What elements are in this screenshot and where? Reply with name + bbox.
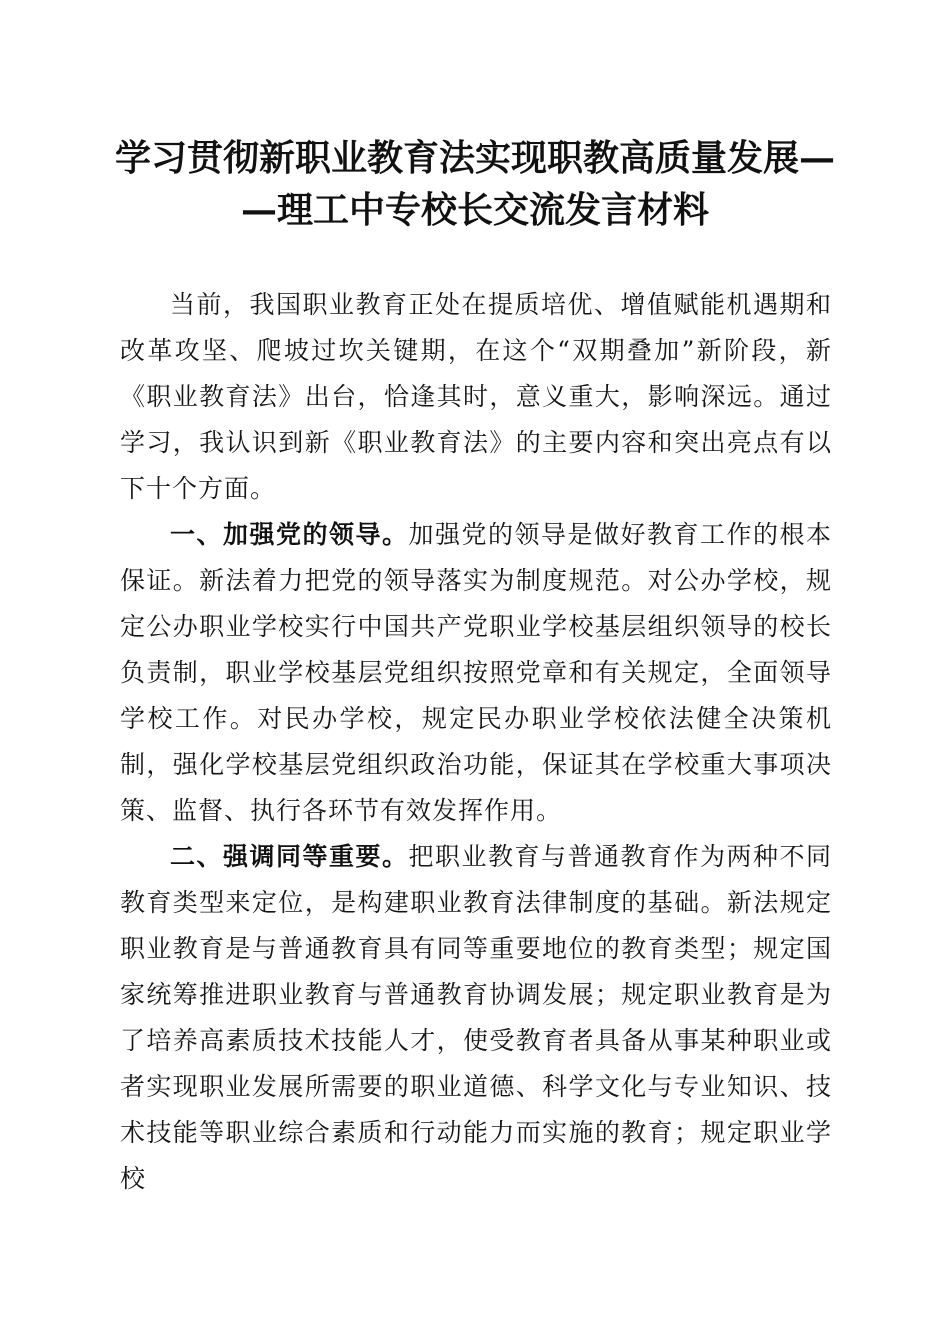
paragraph-equal-importance [120, 834, 832, 1202]
paragraph-text: 加强党的领导是做好教育工作的根本保证。新法着力把党的领导落实为制度规范。对公办学校，规定公办职业学校实行中国共产党职业学校基层组织领导的校长负责制，职业学校基层党组织按照党章和有关规定，全面领导学校工作。对民办学校，规定民办职业学校依法健全决策机制，强化学校基层党组织政治功能，保证其在学校重大事项决策、监督、执行各环节有效发挥作用。 [120, 520, 832, 825]
document-title [112, 132, 838, 236]
paragraph-text: 把职业教育与普通教育作为两种不同教育类型来定位，是构建职业教育法律制度的基础。新法规定职业教育是与普通教育具有同等重要地位的教育类型；规定国家统筹推进职业教育与普通教育协调发展；规定职业教育是为了培养高素质技术技能人才，使受教育者具备从事某种职业或者实现职业发展所需要的职业道德、科学文化与专业知识、技术技能等职业综合素质和行动能力而实施的教育；规定职业学校 [120, 842, 832, 1193]
paragraph-party-leadership [120, 512, 832, 834]
title-line-2: —理工中专校长交流发言材料 [240, 189, 709, 231]
section-heading: 二、强调同等重要。 [170, 842, 409, 871]
paragraph-text: 当前，我国职业教育正处在提质培优、增值赋能机遇期和改革攻坚、爬坡过坎关键期，在这个“双期叠加”新阶段，新《职业教育法》出台，恰逢其时，意义重大，影响深远。通过学习，我认识到新《职业教育法》的主要内容和突出亮点有以下十个方面。 [120, 290, 832, 503]
document-body [120, 282, 832, 1202]
title-line-1: 学习贯彻新职业教育法实现职教高质量发展— [114, 137, 835, 179]
section-heading: 一、加强党的领导。 [170, 520, 409, 549]
paragraph-intro [120, 282, 832, 512]
